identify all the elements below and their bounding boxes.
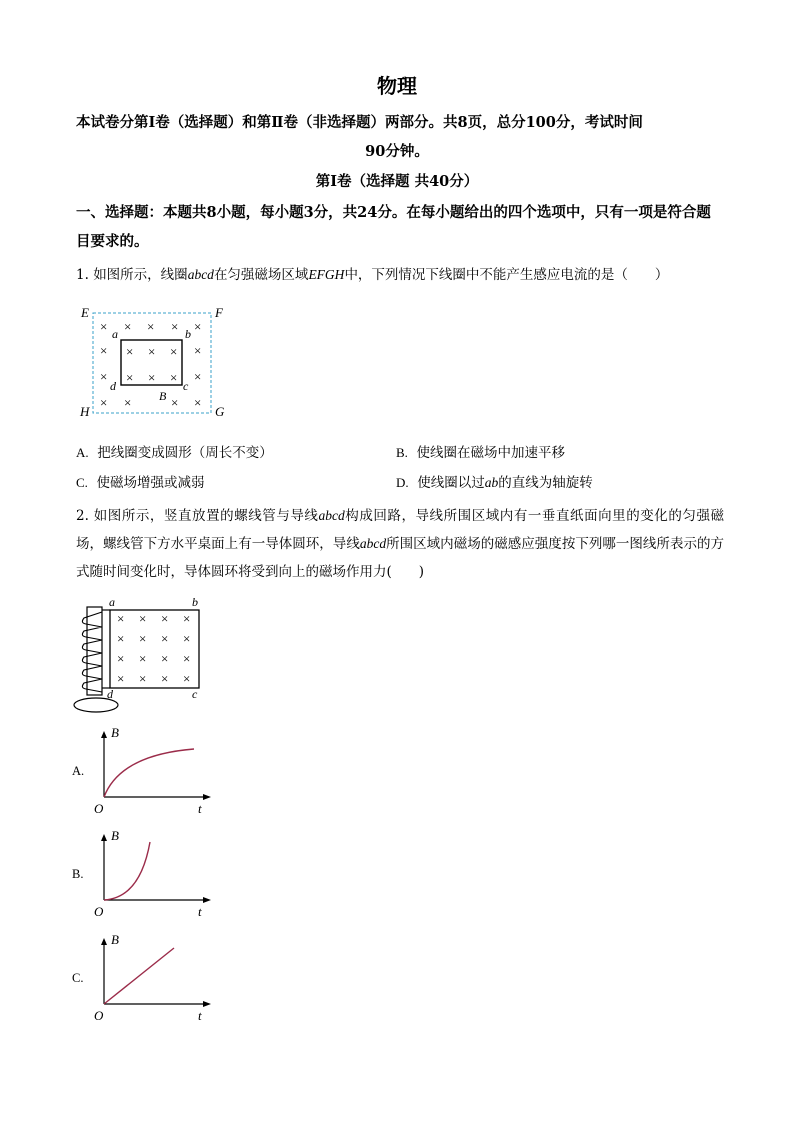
b-t-curve — [104, 842, 150, 900]
q1-text-b: 在匀强磁场区域 — [213, 267, 309, 283]
field-cross: × — [126, 344, 134, 359]
label-a: a — [112, 327, 118, 341]
question-2-stem — [76, 502, 724, 586]
label-d: d — [110, 379, 116, 393]
label-b: b — [192, 595, 198, 609]
page-title: 物理 — [377, 74, 417, 98]
field-cross: × — [148, 344, 156, 359]
option-label: B. — [396, 445, 408, 460]
intro-line-1: 本试卷分第Ⅰ卷（选择题）和第Ⅱ卷（非选择题）两部分。共8页，总分100分，考试时间 — [76, 114, 643, 131]
field-cross: × — [183, 651, 191, 666]
field-cross: × — [161, 631, 169, 646]
label-d: d — [107, 687, 113, 701]
q2-text-c: 所围区域内磁场的磁感应强度按下列哪一图线所表示的方式随时间变化时，导体圆环将受到向上的磁场作用力( ) — [76, 536, 725, 580]
label-H: H — [80, 404, 90, 419]
y-axis-arrow — [101, 938, 107, 945]
field-cross: × — [117, 671, 125, 686]
b-t-curve — [104, 749, 194, 797]
label-G: G — [215, 404, 225, 419]
field-cross: × — [171, 395, 179, 410]
label-E: E — [81, 305, 89, 320]
q1-option-a[interactable] — [76, 441, 273, 461]
section-heading: 一、选择题：本题共8小题，每小题3分，共24分。在每小题给出的四个选项中，只有一项是符合题目要求的。 — [76, 204, 711, 250]
field-cross: × — [194, 319, 202, 334]
question-2-number: 2. — [76, 508, 89, 524]
x-axis-arrow — [203, 897, 211, 903]
y-axis-arrow — [101, 731, 107, 738]
b-t-graph — [70, 932, 220, 1027]
field-cross: × — [117, 631, 125, 646]
q2-var-2: abcd — [359, 536, 387, 551]
field-cross: × — [124, 395, 132, 410]
field-cross: × — [194, 369, 202, 384]
field-cross: × — [100, 343, 108, 358]
field-cross: × — [100, 395, 108, 410]
exam-intro — [76, 108, 718, 166]
volume-heading: 第Ⅰ卷（选择题 共40分） — [315, 173, 479, 190]
field-cross: × — [117, 611, 125, 626]
field-cross: × — [147, 319, 155, 334]
option-text-b: 的直线为轴旋转 — [498, 475, 593, 491]
label-b: b — [185, 327, 191, 341]
option-text-a: 使线圈以过 — [417, 475, 485, 491]
q1-text-a: 如图所示，线圈 — [93, 267, 188, 283]
label-c: c — [183, 379, 189, 393]
option-text: 使线圈在磁场中加速平移 — [416, 445, 566, 461]
field-cross: × — [183, 671, 191, 686]
q2-text-a: 如图所示，竖直放置的螺线管与导线 — [93, 508, 319, 524]
field-cross: × — [139, 631, 147, 646]
origin-label: O — [94, 1008, 104, 1023]
question-1-number: 1. — [76, 267, 89, 283]
y-axis-label: B — [111, 725, 119, 740]
field-cross: × — [161, 651, 169, 666]
option-text: 把线圈变成圆形（周长不变） — [97, 445, 273, 461]
graph-label: A. — [72, 764, 85, 778]
field-cross: × — [126, 370, 134, 385]
origin-label: O — [94, 801, 104, 816]
field-cross: × — [183, 631, 191, 646]
field-cross: × — [100, 369, 108, 384]
field-cross: × — [124, 319, 132, 334]
q1-option-b[interactable] — [396, 441, 565, 461]
q1-option-c[interactable] — [76, 471, 205, 491]
origin-label: O — [94, 904, 104, 919]
option-label: A. — [76, 445, 89, 460]
field-cross: × — [117, 651, 125, 666]
question-1-stem — [76, 261, 724, 289]
question-2-figure — [70, 590, 220, 720]
magnetic-field-crosses — [117, 611, 190, 686]
field-cross: × — [171, 319, 179, 334]
field-cross: × — [161, 671, 169, 686]
field-cross: × — [148, 370, 156, 385]
conductor-ring — [74, 698, 118, 712]
x-axis-label: t — [198, 1008, 202, 1023]
graph-label: B. — [72, 867, 84, 881]
x-axis-label: t — [198, 904, 202, 919]
field-cross: × — [161, 611, 169, 626]
x-axis-arrow — [203, 1001, 211, 1007]
q2-text-b: 构成回路，导线所围区域内有一垂直纸面向里的变化的匀强磁场，螺线管下方水平桌面上有一导体圆环，导线 — [76, 508, 724, 552]
x-axis-label: t — [198, 801, 202, 816]
q1-option-d[interactable] — [396, 471, 593, 491]
field-cross: × — [139, 671, 147, 686]
y-axis-label: B — [111, 932, 119, 947]
b-t-graph — [70, 725, 220, 820]
b-t-curve — [104, 948, 174, 1004]
q1-text-c: 中，下列情况下线圈中不能产生感应电流的是（ ） — [344, 267, 669, 283]
graph-label: C. — [72, 971, 84, 985]
field-cross: × — [183, 611, 191, 626]
graph-option-a[interactable] — [70, 725, 220, 824]
b-t-graph — [70, 828, 220, 923]
field-cross: × — [194, 395, 202, 410]
option-text: 使磁场增强或减弱 — [96, 475, 205, 491]
option-label: D. — [396, 475, 409, 490]
label-B: B — [159, 389, 167, 403]
label-c: c — [192, 687, 198, 701]
field-cross: × — [139, 651, 147, 666]
label-a: a — [109, 595, 115, 609]
option-var: ab — [484, 475, 499, 490]
field-cross: × — [170, 344, 178, 359]
q2-var-1: abcd — [318, 508, 345, 523]
field-cross: × — [139, 611, 147, 626]
label-F: F — [215, 305, 223, 320]
intro-line-2: 90分钟。 — [365, 143, 429, 160]
question-1-figure — [76, 300, 236, 425]
option-label: C. — [76, 475, 88, 490]
solenoid-winding — [82, 612, 102, 692]
q1-var-coil: abcd — [187, 267, 214, 282]
field-cross: × — [100, 319, 108, 334]
y-axis-arrow — [101, 834, 107, 841]
graph-option-b[interactable] — [70, 828, 220, 927]
field-cross: × — [170, 370, 178, 385]
x-axis-arrow — [203, 794, 211, 800]
field-cross: × — [194, 343, 202, 358]
q1-var-region: EFGH — [308, 267, 345, 282]
y-axis-label: B — [111, 828, 119, 843]
graph-option-c[interactable] — [70, 932, 220, 1031]
